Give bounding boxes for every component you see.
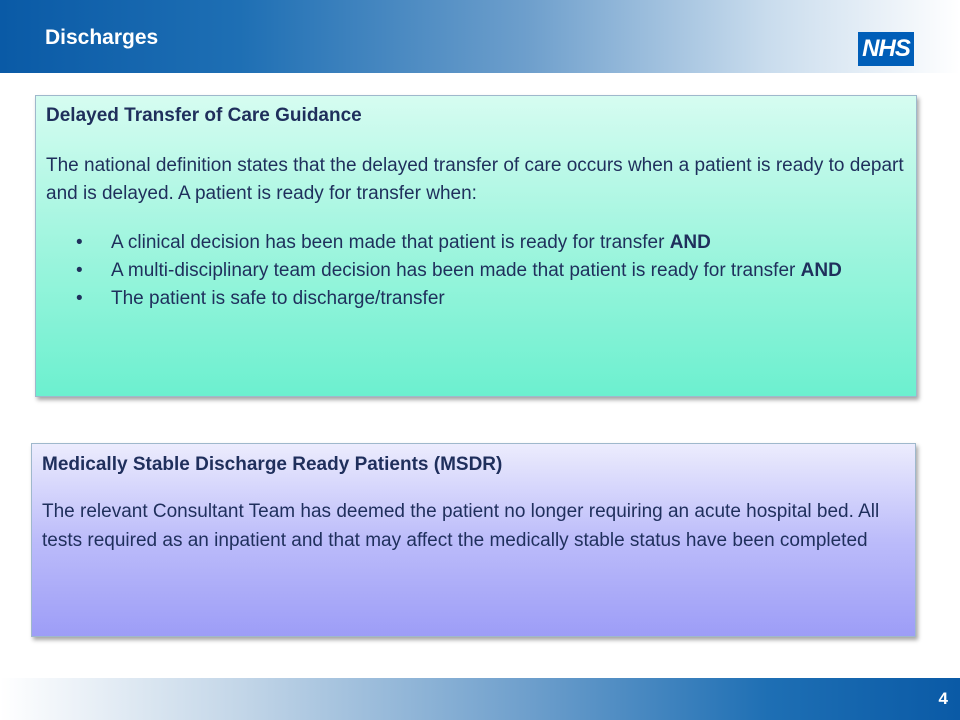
bullet-icon: • <box>76 260 83 281</box>
header-bar <box>0 0 960 73</box>
criterion-text: The patient is safe to discharge/transfer <box>111 288 445 309</box>
footer-bar <box>0 678 960 720</box>
nhs-logo: NHS <box>858 32 914 66</box>
msdr-heading: Medically Stable Discharge Ready Patients (MSDR) <box>42 454 503 475</box>
dtoc-criteria-list <box>46 229 906 313</box>
dtoc-criterion <box>46 229 906 257</box>
dtoc-heading: Delayed Transfer of Care Guidance <box>46 105 362 126</box>
criterion-emphasis: AND <box>800 260 842 281</box>
criterion-text: A clinical decision has been made that patient is ready for transfer <box>111 232 670 253</box>
dtoc-criterion <box>46 285 906 313</box>
msdr-body: The relevant Consultant Team has deemed the patient no longer requiring an acute hospital bed. All tests required as an inpatient and that may affect the medically stable status have been completed <box>42 501 880 551</box>
msdr-box <box>31 443 916 637</box>
criterion-emphasis: AND <box>669 232 711 253</box>
dtoc-criterion <box>46 257 906 285</box>
page-number: 4 <box>938 689 948 708</box>
criterion-text: A multi-disciplinary team decision has been made that patient is ready for transfer <box>111 260 801 281</box>
dtoc-guidance-box <box>35 95 917 397</box>
slide-title: Discharges <box>45 26 159 49</box>
bullet-icon: • <box>76 232 83 253</box>
bullet-icon: • <box>76 288 83 309</box>
dtoc-intro: The national definition states that the delayed transfer of care occurs when a patient is ready to depart and is delayed. A patient is ready for transfer when: <box>46 155 904 204</box>
